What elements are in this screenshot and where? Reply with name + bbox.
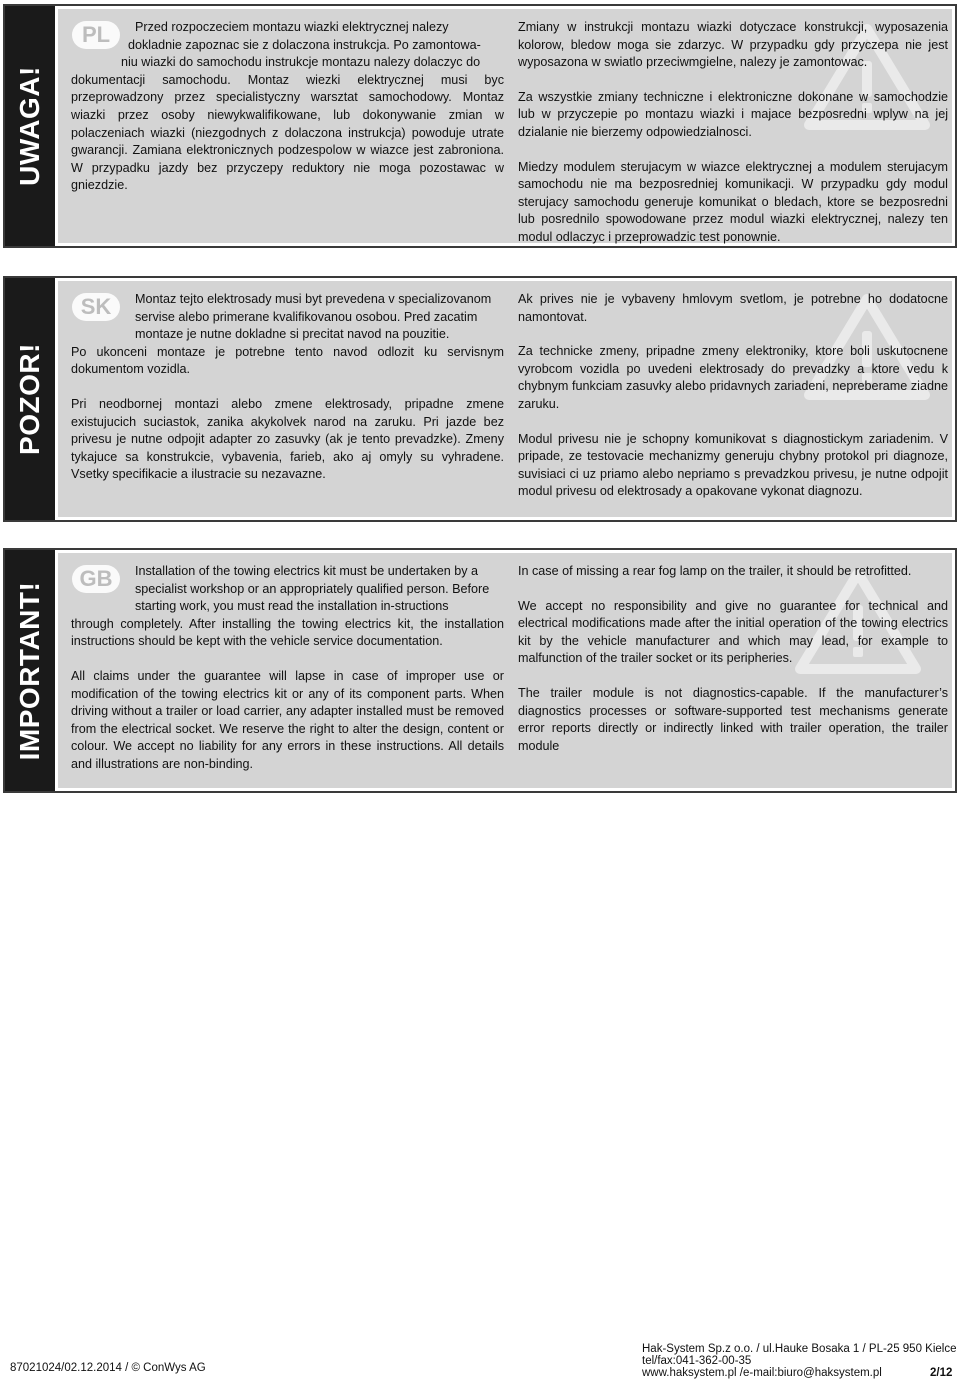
- page-number: 2/12: [930, 1367, 953, 1379]
- company-web: www.haksystem.pl /e-mail:biuro@haksystem.pl: [642, 1367, 882, 1379]
- content-panel: [58, 553, 952, 788]
- language-badge: GB: [72, 565, 120, 593]
- language-badge: PL: [72, 21, 120, 49]
- body-paragraph: Ak prives nie je vybaveny hmlovym svetlom, je potrebne ho dodatocne namontovat.: [518, 292, 948, 324]
- intro-line: montaze je nutne dokladne si precitat navod na pouzitie.: [135, 327, 450, 342]
- section-gb: [3, 548, 957, 793]
- body-paragraph: All claims under the guarantee will lapse in case of improper use or modification of the towing electrics kit or any of its component parts. When driving without a trailer or load carrier, any adapter installed must be removed from the electrical socket. We reserve the right to alter the design, content or colour. We accept no liability for any errors in these instructions. All details and illustrations are non-binding.: [71, 668, 504, 771]
- left-column: [71, 291, 504, 484]
- side-band: [5, 278, 55, 520]
- body-paragraph: dokumentacji samochodu. Montaz wiezki elektrycznej musi byc przeprowadzony przez specialistyczny warsztat samochodowy. Montaz wiazki przez osoby niewykwalifikowane, lub dokonywanie zmian w polaczeniach wiazki (niezgodnych z dolaczona instrukcja) powoduje utrate gwarancji. Zamiana elektronicznych podzespolow w wiazce jest zabroniona. W przypadku jazdy bez przyczepy reduktory nie moga pozostawac w gniezdzie.: [71, 72, 504, 193]
- company-phone: tel/fax:041-362-00-35: [642, 1355, 752, 1367]
- body-paragraph: Miedzy modulem sterujacym w wiazce elektrycznej a modulem sterujacym samochodu nie ma bezposredniej komunikacji. W przypadku gdy modul sterujacy samochodu generuje komunikat o bledach, ktore se bezposredni lub posrednilo spowodowane przez modul wiazki elektrycznej, nalezy ten modul odlaczyc i przeprowadzic test ponownie.: [518, 159, 948, 244]
- footer-company: [642, 1343, 957, 1379]
- body-paragraph: The trailer module is not diagnostics-capable. If the manufacturer’s diagnostics processes or software-supported test mechanisms generate error reports directly or indirectly linked with trailer operation, the trailer module: [518, 685, 948, 753]
- right-column: [518, 563, 948, 755]
- intro-line: Montaz tejto elektrosady musi byt prevedena v specializovanom: [135, 292, 492, 306]
- content-panel: [58, 9, 952, 243]
- content-panel: [58, 281, 952, 517]
- side-label: POZOR!: [14, 343, 45, 455]
- body-paragraph: Modul privesu nie je schopny komunikovat s diagnostickym zariadenim. V pripade, ze testovacie mechanizmy generuju chybny protokol pri diagnoze, suvisiaci ci uz priamo alebo nepriamo s prevadzkou privesu, je nutne odpojit modul privesu od elektrosady a opakovane vykonat diagnozu.: [518, 431, 948, 499]
- body-paragraph: Za technicke zmeny, pripadne zmeny elektroniky, ktore boli uskutocnene vyrobcom vozidla po uvedeni elektrosady do prevadzky a ktore vedu k chybnym funkciam zasuvky alebo pridavnych zariadeni, nepreberame ziadne zaruku.: [518, 344, 948, 411]
- footer-doc-code: 87021024/02.12.2014 / © ConWys AG: [10, 1362, 206, 1374]
- company-address: Hak-System Sp.z o.o. / ul.Hauke Bosaka 1 / PL-25 950 Kielce: [642, 1343, 957, 1355]
- side-band: [5, 6, 55, 246]
- section-pl: [3, 4, 957, 248]
- body-paragraph: Zmiany w instrukcji montazu wiazki dotyczace konstrukcji, wyposazenia kolorow, bledow moga sie zdarzyc. W przypadku gdy przyczepa nie jest wyposazona w swiatlo przeciwmgielne, nalezy je zamontowac.: [518, 20, 948, 70]
- side-label: UWAGA!: [14, 66, 45, 186]
- intro-block: [71, 19, 504, 72]
- side-band: [5, 550, 55, 791]
- body-paragraph: In case of missing a rear fog lamp on the trailer, it should be retrofitted.: [518, 564, 912, 578]
- intro-line: starting work, you must read the installation in-structions: [135, 599, 449, 614]
- right-column: [518, 19, 948, 247]
- body-paragraph: through completely. After installing the towing electrics kit, the installation instructions should be kept with the vehicle service documentation.: [71, 616, 504, 649]
- intro-line: specialist workshop or an appropriately qualified person. Before: [135, 581, 490, 596]
- language-badge: SK: [72, 293, 120, 321]
- body-paragraph: We accept no responsibility and give no guarantee for technical and electrical modifications made after the initial operation of the towing electrics kit by the vehicle manufacturer and which may lead, for example to malfunction of the trailer socket or its peripheries.: [518, 598, 948, 666]
- body-paragraph: Pri neodbornej montazi alebo zmene elektrosady, pripadne zmene existujucich suciastok, zanika akykolvek narod na zaruku. Pri jazde bez privesu je nutne odpojit adapter zo zasuvky (ak je tento prevadzke). Zmeny tykajuce sa konstrukcie, vybavenia, farieb, ako aj omyly su vyhradene. Vsetky specifikacie a ilustracie su nezavazne.: [71, 396, 504, 482]
- section-sk: [3, 276, 957, 522]
- intro-line: Przed rozpoczeciem montazu wiazki elektrycznej nalezy: [135, 20, 449, 34]
- body-paragraph: Po ukonceni montaze je potrebne tento navod odlozit ku servisnym dokumentom vozidla.: [71, 344, 504, 377]
- intro-line: Installation of the towing electrics kit must be undertaken by a: [135, 564, 479, 578]
- intro-line: niu wiazki do samochodu instrukcje montazu nalezy dolaczyc do: [121, 55, 481, 70]
- intro-block: [71, 563, 504, 616]
- intro-block: [71, 291, 504, 344]
- intro-line: dokladnie zapoznac sie z dolaczona instrukcja. Po zamontowa-: [128, 37, 481, 52]
- side-label: IMPORTANT!: [14, 581, 45, 760]
- body-paragraph: Za wszystkie zmiany techniczne i elektroniczne dokonane w samochodzie lub w przyczepie po montazu wiazki i majace bezposredni wplyw na jej dzialanie nie bierzemy odpowiedzialnosci.: [518, 89, 948, 139]
- left-column: [71, 563, 504, 774]
- left-column: [71, 19, 504, 195]
- intro-line: servise alebo primerane kvalifikovanou osobou. Pred zacatim: [135, 309, 478, 324]
- right-column: [518, 291, 948, 501]
